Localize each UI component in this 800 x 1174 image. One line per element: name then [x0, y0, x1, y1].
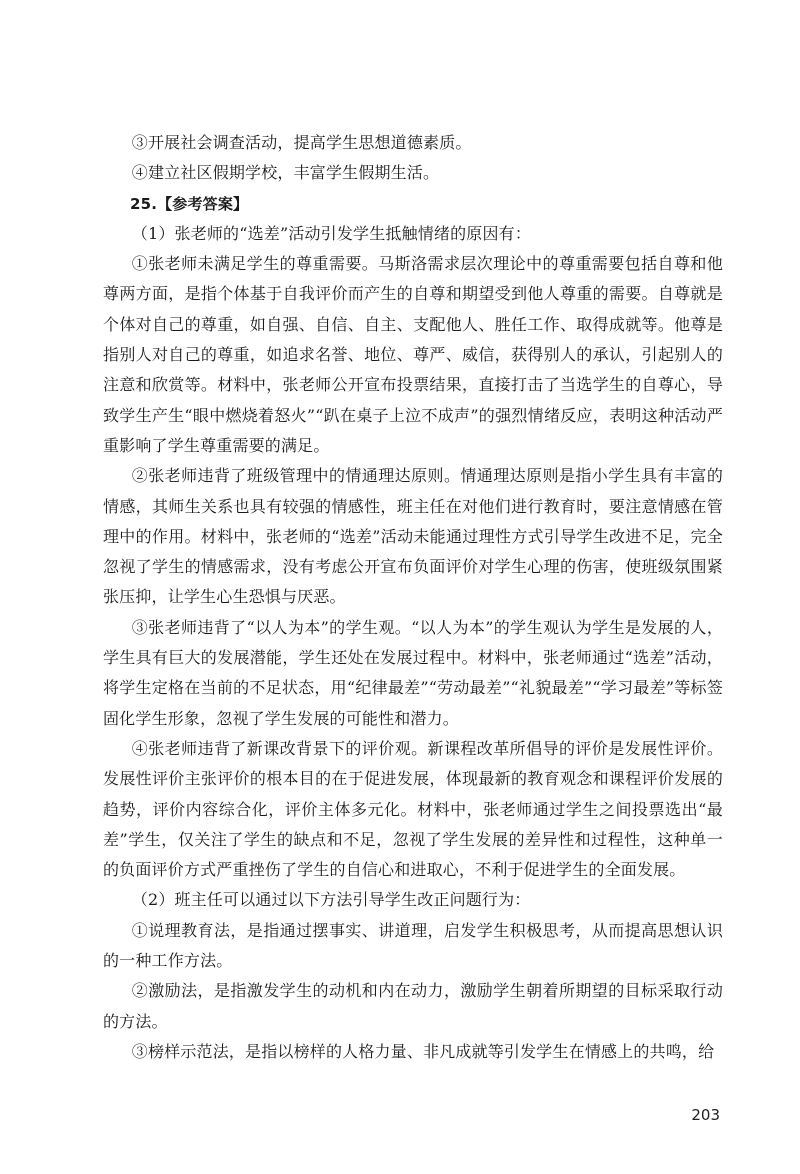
- paragraph-student-view: ③张老师违背了“以人为本”的学生观。“以人为本”的学生观认为学生是发展的人，学生具有巨大的发展潜能，学生还处在发展过程中。材料中，张老师通过“选差”活动，将学生定格在当前的不足状态，用“纪律最差”“劳动最差”“礼貌最差”“学习最差”等标签固化学生形象，忽视了学生发展的可能性和潜力。: [103, 617, 723, 728]
- paragraph-role-model-method: ③榜样示范法，是指以榜样的人格力量、非凡成就等引发学生在情感上的共鸣，给: [131, 1041, 715, 1061]
- page-number: 203: [691, 1106, 720, 1124]
- paragraph-community-school: ④建立社区假期学校，丰富学生假期生活。: [131, 163, 440, 183]
- answer-heading: 25.【参考答案】: [130, 194, 249, 213]
- paragraph-incentive-method: ②激励法，是指激发学生的动机和内在动力，激励学生朝着所期望的目标采取行动的方法。: [103, 981, 723, 1031]
- paragraph-respect-needs: ①张老师未满足学生的尊重需要。马斯洛需求层次理论中的尊重需要包括自尊和他尊两方面，是指个体基于自我评价而产生的自尊和期望受到他人尊重的需要。自尊就是个体对自己的尊重，如自强、自信、自主、支配他人、胜任工作、取得成就等。他尊是指别人对自己的尊重，如追求名誉、地位、尊严、威信，获得别人的承认，引起别人的注意和欣赏等。材料中，张老师公开宣布投票结果，直接打击了当选学生的自尊心，导致学生产生“眼中燃烧着怒火”“趴在桌子上泣不成声”的强烈情绪反应，表明这种活动严重影响了学生尊重需要的满足。: [103, 254, 723, 455]
- body-text: [103, 128, 723, 1067]
- paragraph-question-2-intro: （2）班主任可以通过以下方法引导学生改正问题行为：: [131, 890, 531, 910]
- paragraph-evaluation-view: ④张老师违背了新课改背景下的评价观。新课程改革所倡导的评价是发展性评价。发展性评价主张评价的根本目的在于促进发展，体现最新的教育观念和课程评价发展的趋势，评价内容综合化，评价主体多元化。材料中，张老师通过学生之间投票选出“最差”学生，仅关注了学生的缺点和不足，忽视了学生发展的差异性和过程性，这种单一的负面评价方式严重挫伤了学生的自信心和进取心，不利于促进学生的全面发展。: [103, 738, 723, 880]
- paragraph-question-1-intro: （1）张老师的“选差”活动引发学生抵触情绪的原因有：: [131, 223, 532, 243]
- paragraph-social-survey: ③开展社会调查活动，提高学生思想道德素质。: [131, 133, 472, 152]
- paragraph-reasoning-method: ①说理教育法，是指通过摆事实、讲道理，启发学生积极思考，从而提高思想认识的一种工作方法。: [103, 920, 723, 971]
- paragraph-emotion-principle: ②张老师违背了班级管理中的情通理达原则。情通理达原则是指小学生具有丰富的情感，其师生关系也具有较强的情感性，班主任在对他们进行教育时，要注意情感在管理中的作用。材料中，张老师的“选差”活动未能通过理性方式引导学生改进不足，完全忽视了学生的情感需求，没有考虑公开宣布负面评价对学生心理的伤害，使班级氛围紧张压抑，让学生心生恐惧与厌恶。: [103, 466, 723, 607]
